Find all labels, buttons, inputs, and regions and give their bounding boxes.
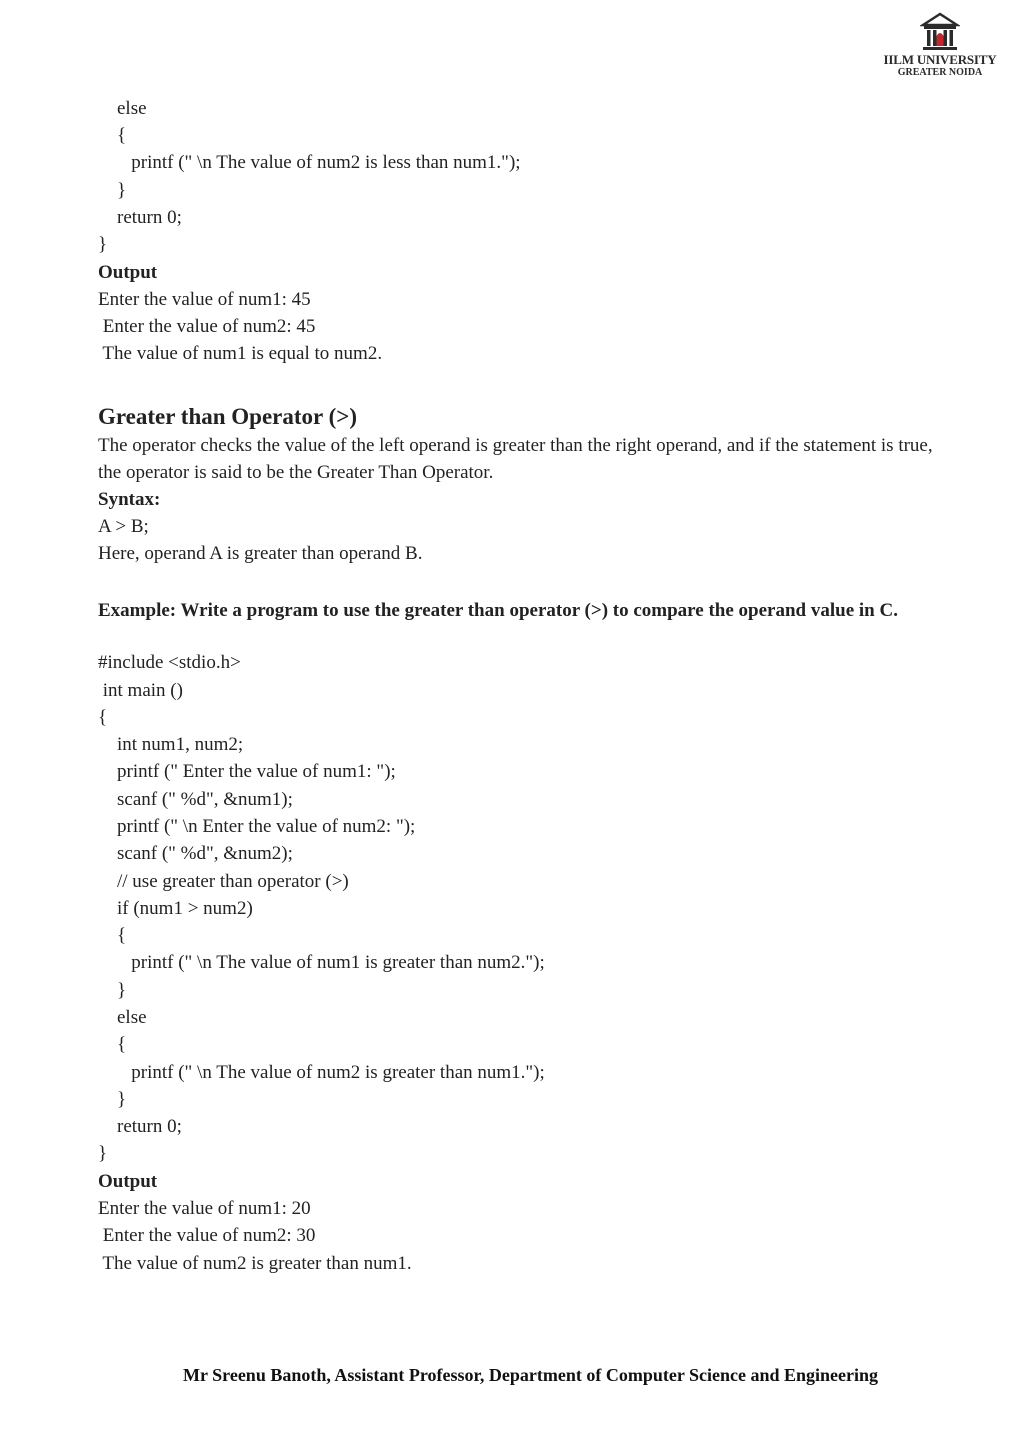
code-line: scanf (" %d", &num2);: [98, 843, 293, 864]
code-line: {: [98, 1034, 127, 1055]
code-line: printf (" \n The value of num1 is greater than num2.");: [98, 952, 545, 973]
code-line: else: [98, 98, 147, 119]
code-line: }: [98, 1089, 127, 1110]
code-line: if (num1 > num2): [98, 898, 253, 919]
syntax-label: Syntax:: [98, 489, 161, 510]
code-line: printf (" Enter the value of num1: ");: [98, 761, 396, 782]
output-line: The value of num2 is greater than num1.: [98, 1253, 412, 1274]
syntax-code: A > B;: [98, 516, 149, 537]
output-label: Output: [98, 262, 158, 283]
code-line: }: [98, 180, 127, 201]
code-line: {: [98, 707, 108, 728]
example-title: Example: Write a program to use the greater than operator (>) to compare the operand value in C.: [98, 600, 898, 621]
code-line: return 0;: [98, 207, 182, 228]
logo-title: IILM UNIVERSITY: [883, 52, 997, 67]
output-line: Enter the value of num2: 30: [98, 1225, 316, 1246]
output-line: Enter the value of num2: 45: [98, 316, 316, 337]
code-line: }: [98, 980, 127, 1001]
code-line: scanf (" %d", &num1);: [98, 789, 293, 810]
code-line: }: [98, 1143, 108, 1164]
syntax-note: Here, operand A is greater than operand B.: [98, 543, 423, 564]
code-line: printf (" \n Enter the value of num2: ");: [98, 816, 416, 837]
code-line: int main (): [98, 680, 183, 701]
code-line: printf (" \n The value of num2 is greater than num1.");: [98, 1062, 545, 1083]
code-line: return 0;: [98, 1116, 182, 1137]
code-line: #include <stdio.h>: [98, 652, 241, 673]
code-line: // use greater than operator (>): [98, 871, 349, 892]
code-line: }: [98, 234, 108, 255]
page-footer: Mr Sreenu Banoth, Assistant Professor, Department of Computer Science and Engineering: [183, 1365, 878, 1385]
logo-subtitle: GREATER NOIDA: [897, 67, 983, 78]
section-heading: Greater than Operator (>): [98, 404, 358, 429]
code-line: else: [98, 1007, 147, 1028]
output-label: Output: [98, 1171, 158, 1192]
code-line: printf (" \n The value of num2 is less than num1.");: [98, 152, 521, 173]
output-line: Enter the value of num1: 20: [98, 1198, 311, 1219]
code-line: int num1, num2;: [98, 734, 244, 755]
output-line: Enter the value of num1: 45: [98, 289, 311, 310]
building-icon: [920, 12, 960, 52]
code-line: {: [98, 925, 127, 946]
output-line: The value of num1 is equal to num2.: [98, 343, 383, 364]
code-line: {: [98, 125, 127, 146]
university-logo: [882, 12, 998, 88]
description-paragraph: The operator checks the value of the left operand is greater than the right operand, and if the statement is true, the operator is said to be the Greater Than Operator.: [98, 435, 933, 483]
